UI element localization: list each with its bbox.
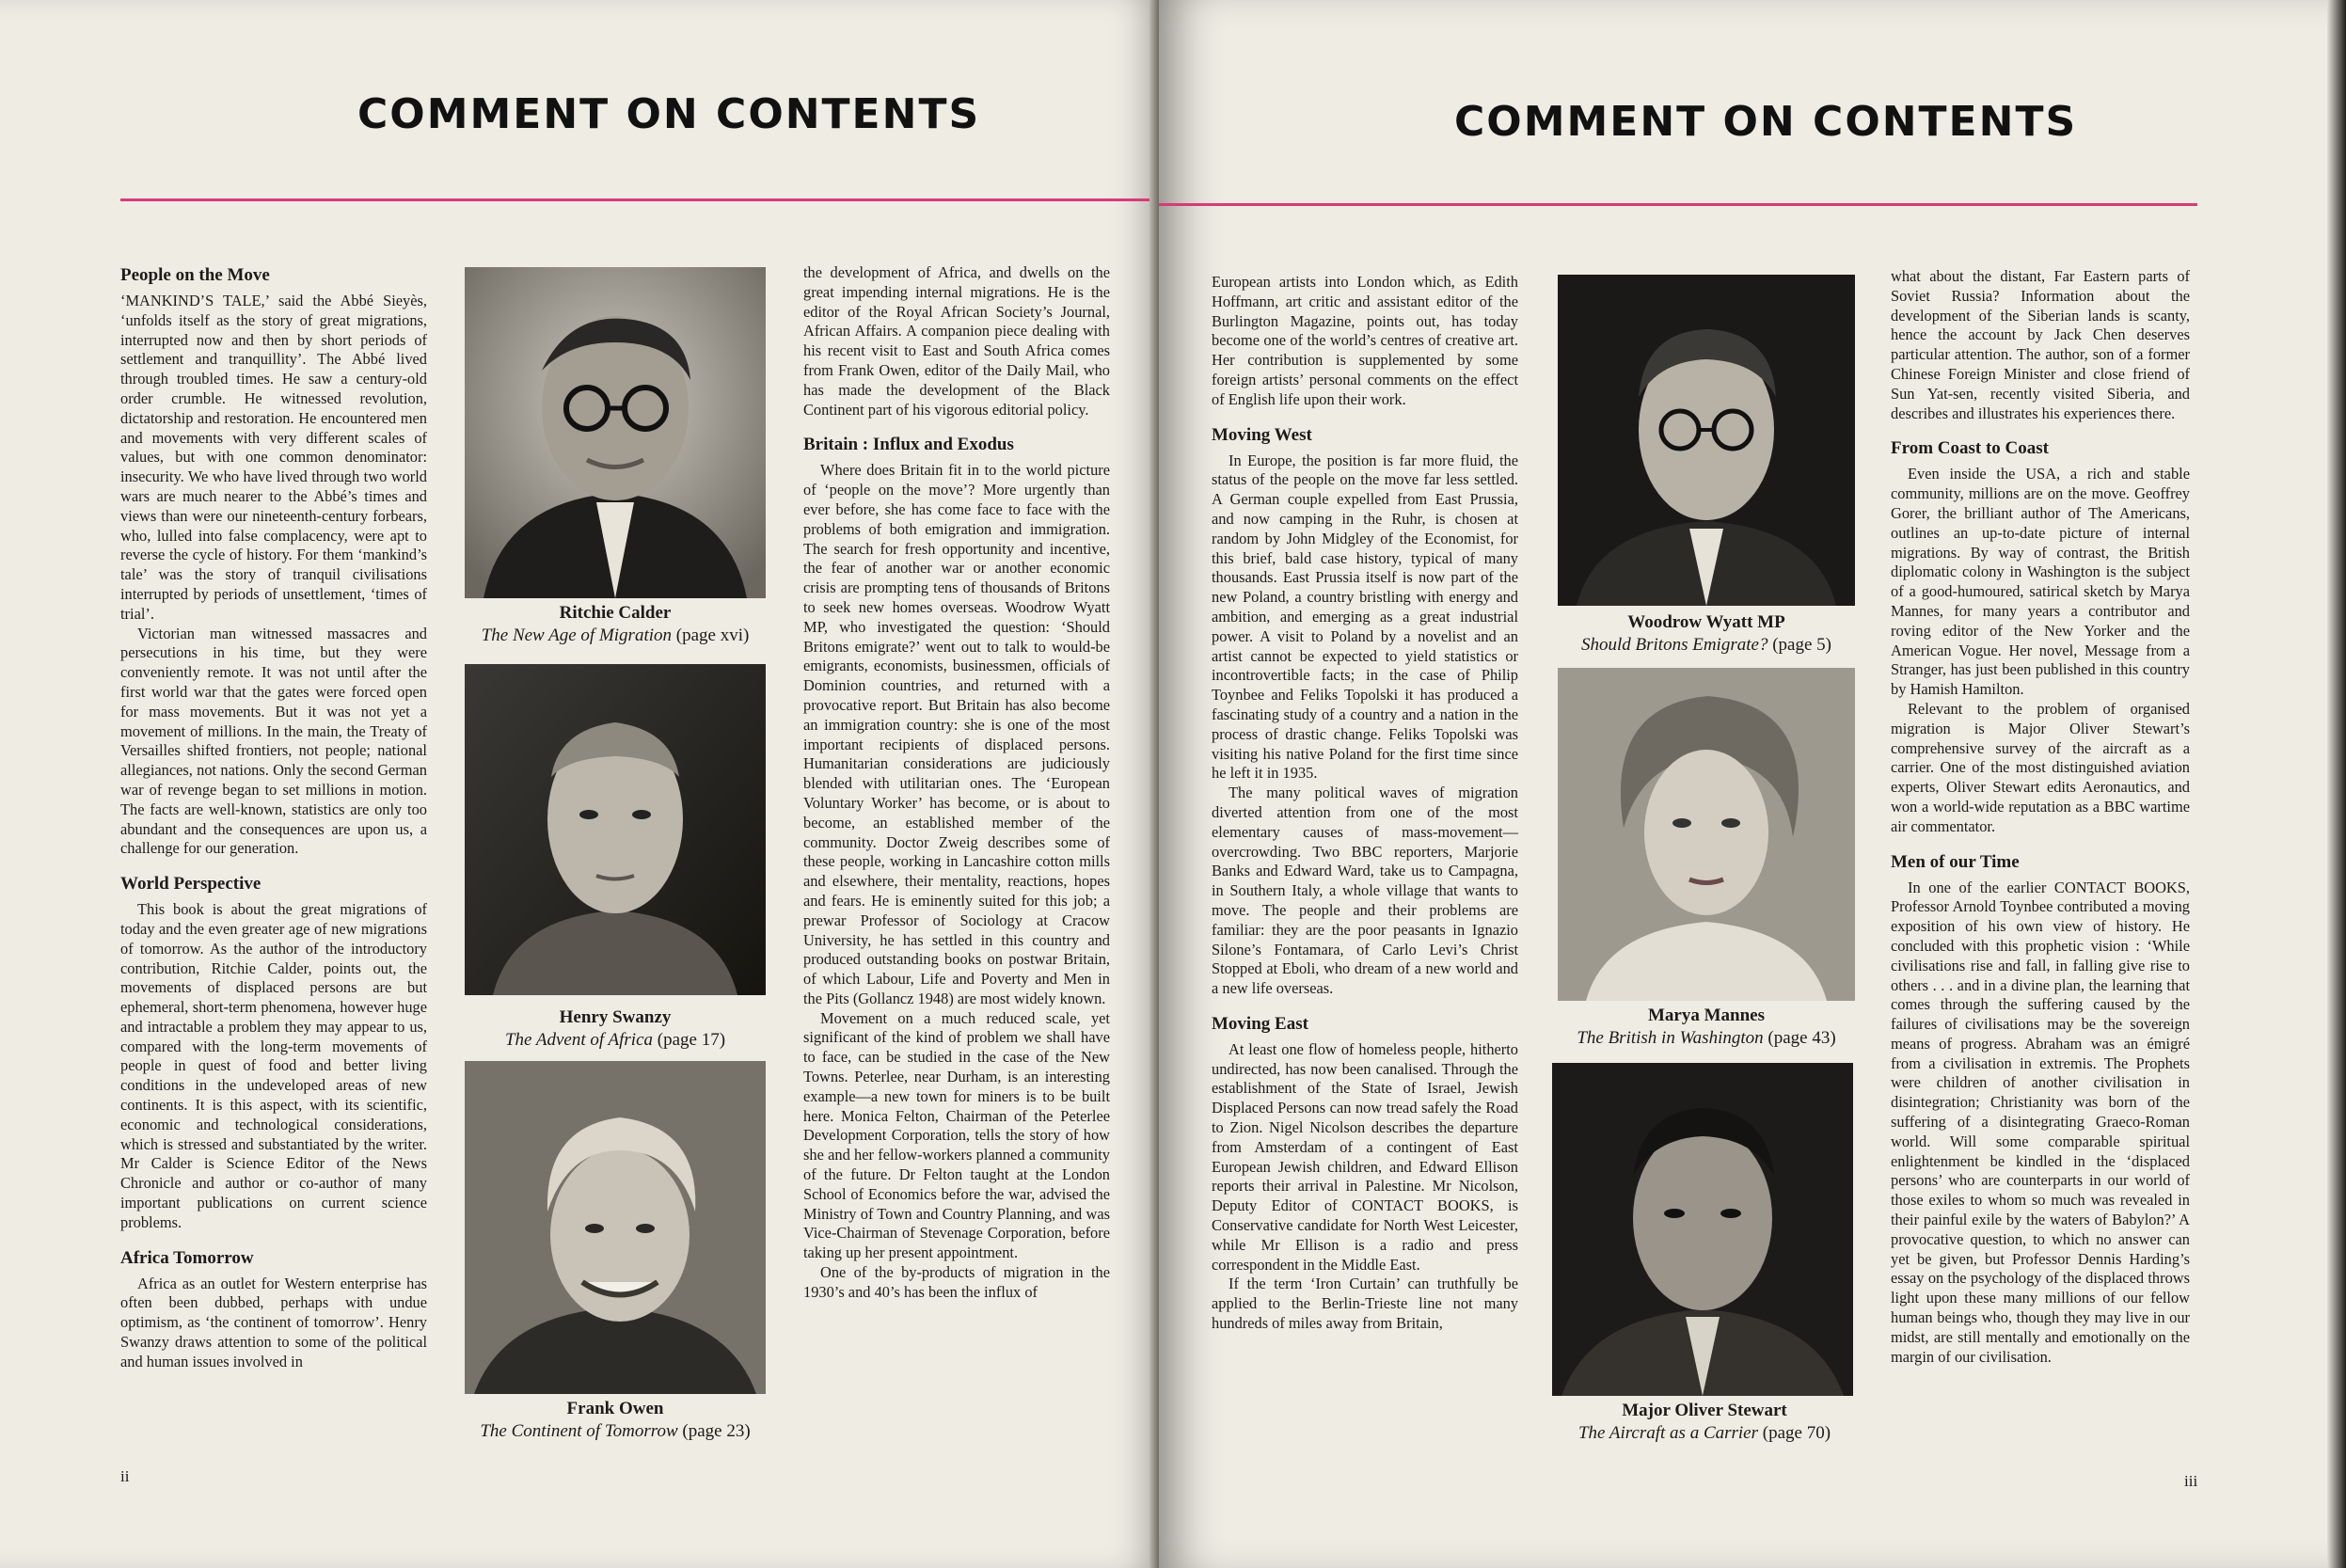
caption-woodrow-wyatt	[1558, 611, 1855, 657]
body-paragraph: One of the by-products of migration in the 1930’s and 40’s has been the influx of	[803, 1263, 1110, 1301]
body-paragraph: In one of the earlier CONTACT BOOKS, Professor Arnold Toynbee contributed a moving exposition of his own view of history. He concluded with this prophetic vision : ‘While civilisations rise and fall, in falling give rise to others . . . and in a divine plan, the learning that comes through the suffering caused by the failures of civilisations may be the sovereign means of progress. Abraham was an émigré from a civilisation in extremis. The Prophets were children of another civilisation in disintegration; Christianity was born of the suffering of a disintegrating Graeco-Roman world. Will some comparable spiritual enlightenment be kindled in the ‘displaced persons’ who are counterparts in our world of those exiles to whom so much was revealed in their painful exile by the waters of Babylon?’ A provocative question, to which no answer can yet be given, but Professor Dennis Harding’s essay on the psychology of the displaced throws light upon these many millions of our fellow human beings who, though they may live in our midst, are still mentally and emotionally on the margin of our civilisation.	[1891, 878, 2190, 1366]
portrait-frank-owen	[465, 1061, 766, 1394]
body-paragraph: This book is about the great migrations of today and the even greater age of new migrations of tomorrow. As the author of the introductory contribution, Ritchie Calder, points out, the movements of displaced persons are but ephemeral, short-term phenomena, however huge and intractable a problem they may appear to us, compared with the long-term movements of people in quest of food and better living conditions in the undeveloped areas of new continents. It is this aspect, with its scientific, economic and technological considerations, which is stressed and substantiated by the writer. Mr Calder is Science Editor of the News Chronicle and author or co-author of many important publications on current science problems.	[120, 900, 427, 1231]
right-page-number: iii	[2184, 1472, 2198, 1490]
portrait-oliver-stewart	[1552, 1063, 1853, 1396]
section-heading: World Perspective	[120, 874, 262, 895]
body-paragraph: In Europe, the position is far more fluid, the status of the people on the move far less settled. A German couple expelled from East Prussia, and now camping in the Ruhr, is chosen at random by John Midgley of the Economist, for this brief, bald case history, typical of many thousands. East Prussia itself is now part of the new Poland, a country bristling with energy and ambition, and emerging as a great industrial power. A visit to Poland by a novelist and an artist cannot be expected to yield statistics or incontrovertible facts; in the case of Philip Toynbee and Feliks Topolski it has produced a fascinating study of a country and a nation in the process of drastic change. Feliks Topolski was visiting his native Poland for the first time since he left it in 1935.	[1212, 451, 1518, 783]
portrait-henry-swanzy	[465, 664, 766, 995]
caption-page: (page 70)	[1762, 1423, 1831, 1443]
section-heading: People on the Move	[120, 265, 270, 285]
left-page-number: ii	[120, 1467, 130, 1485]
caption-ritchie-calder	[465, 602, 766, 647]
section-heading: From Coast to Coast	[1891, 438, 2049, 459]
caption-frank-owen	[465, 1398, 766, 1443]
body-paragraph: Even inside the USA, a rich and stable community, millions are on the move. Geoffrey Gorer, the brilliant author of The Americans, outlines an up-to-date picture of internal migrations. By way of contrast, the British diplomatic colony in Washington is the subject of a good-humoured, satirical sketch by Marya Mannes, for many years a contributor and roving editor of the New Yorker and the American Vogue. Her novel, Message from a Stranger, has just been published in this country by Hamish Hamilton.	[1891, 465, 2190, 699]
body-paragraph: what about the distant, Far Eastern parts of Soviet Russia? Information about the development of the Siberian lands is scanty, hence the account by Jack Chen deserves particular attention. The author, son of a former Chinese Foreign Minister and close friend of Sun Yat-sen, recently visited Siberia, and describes and illustrates his experiences there.	[1891, 267, 2190, 422]
body-paragraph: Africa as an outlet for Western enterprise has often been dubbed, perhaps with undue optimism, as ‘the continent of tomorrow’. Henry Swanzy draws attention to some of the political and human issues involved in	[120, 1274, 427, 1370]
caption-title: The Continent of Tomorrow	[480, 1421, 678, 1441]
section-heading: Men of our Time	[1891, 851, 2020, 872]
section-heading: Moving East	[1212, 1013, 1308, 1034]
caption-title: The British in Washington	[1577, 1028, 1764, 1048]
caption-name: Frank Owen	[566, 1399, 664, 1418]
caption-title: The Aircraft as a Carrier	[1577, 1423, 1759, 1443]
right-page-title: COMMENT ON CONTENTS	[1454, 98, 2078, 146]
caption-name: Woodrow Wyatt MP	[1627, 612, 1785, 632]
caption-oliver-stewart	[1554, 1400, 1855, 1445]
right-column-3	[1891, 267, 2190, 1367]
caption-name: Henry Swanzy	[559, 1007, 672, 1027]
body-paragraph: Where does Britain fit in to the world picture of ‘people on the move’? More urgently than ever before, she has come face to face with the problems of both emigration and immigration. The search for fresh opportunity and incentive, the fear of another war or another economic crisis are prompting tens of thousands of Britons to seek new homes overseas. Woodrow Wyatt MP, who investigated the question: ‘Should Britons emigrate?’ went out to talk to would-be emigrants, economists, businessmen, officials of Dominion countries, and returned with a provocative report. But Britain has also become an immigration country: she is one of the most important recipients of displaced persons. Humanitarian considerations are judiciously blended with utilitarian ones. The ‘European Voluntary Worker’ has become, or is about to become, an established member of the community. Doctor Zweig describes some of these people, working in Lancashire cotton mills and elsewhere, their mentality, reactions, hopes and fears. He is eminently suited for this job; a prewar Professor of Sociology at Cracow University, he has settled in this country and produced outstanding books on postwar Britain, of which Labour, Life and Poverty and Men in the Pits (Gollancz 1948) are most widely known.	[803, 461, 1110, 1007]
right-column-1	[1212, 273, 1518, 1334]
caption-title: Should Britons Emigrate?	[1581, 635, 1768, 655]
caption-henry-swanzy	[465, 1006, 766, 1052]
caption-page: (page 5)	[1772, 635, 1831, 655]
body-paragraph: Victorian man witnessed massacres and persecutions in his time, but they were conveniently remote. It was not until after the first world war that the gates were forced open for mass movements. But it was not yet a movement of millions. In the main, the Treaty of Versailles shifted frontiers, not people; national allegiances, not nations. Only the second German war of revenge began to set millions in motion. The facts are well-known, statistics are only too abundant and the consequences are upon us, a challenge for our generation.	[120, 624, 427, 858]
caption-name: Major Oliver Stewart	[1622, 1401, 1787, 1420]
portrait-ritchie-calder	[465, 267, 766, 598]
portrait-marya-mannes	[1558, 668, 1855, 1001]
body-paragraph: If the term ‘Iron Curtain’ can truthfully be applied to the Berlin-Trieste line not many hundreds of miles away from Britain,	[1212, 1275, 1518, 1333]
caption-page: (page 17)	[657, 1030, 726, 1050]
left-title-rule	[120, 198, 1149, 201]
body-paragraph: The many political waves of migration diverted attention from one of the most elementary causes of mass-movement—overcrowding. Two BBC reporters, Marjorie Banks and Edward Ward, take us to Campagna, in Southern Italy, a whole village that wants to move. The people and their problems are familiar: they are the poor peasants in Ignazio Silone’s Fontamara, of Carlo Levi’s Christ Stopped at Eboli, who dream of a new world and a new life overseas.	[1212, 784, 1518, 998]
caption-marya-mannes	[1558, 1005, 1855, 1050]
caption-name: Ritchie Calder	[559, 603, 672, 623]
body-paragraph: the development of Africa, and dwells on the great impending internal migrations. He is the editor of the Royal African Society’s Journal, African Affairs. A companion piece dealing with his recent visit to East and South Africa comes from Frank Owen, editor of the Daily Mail, who has made the development of the Black Continent part of his vigorous editorial policy.	[803, 263, 1110, 419]
caption-page: (page xvi)	[675, 626, 750, 645]
section-heading: Moving West	[1212, 424, 1312, 445]
body-paragraph: ‘MANKIND’S TALE,’ said the Abbé Sieyès, ‘unfolds itself as the story of great migrations, interrupted now and then by short periods of settlement and tranquillity’. The Abbé lived through troubled times. He saw a century-old order crumble. He witnessed revolution, dictatorship and restoration. He encountered men and movements with very different scales of values, but with one common denominator: insecurity. We who have lived through two world wars are much nearer to the Abbé’s times and views than were our nineteenth-century forbears, who, lulled into false complacency, were apt to reverse the cycle of history. For them ‘mankind’s tale’ was the story of tranquil civilisations interrupted by periods of unsettlement, ‘times of trial’.	[120, 292, 427, 623]
caption-name: Marya Mannes	[1647, 1006, 1765, 1025]
right-page	[1159, 0, 2346, 1568]
body-paragraph: European artists into London which, as Edith Hoffmann, art critic and assistant editor of the Burlington Magazine, points out, has today become one of the world’s centres of creative art. Her contribution is supplemented by some foreign artists’ personal comments on the effect of English life upon their work.	[1212, 273, 1518, 408]
page-edge-shadow	[2327, 0, 2346, 1568]
body-paragraph: At least one flow of homeless people, hitherto undirected, has now been canalised. Through the establishment of the State of Israel, Jewish Displaced Persons can now tread safely the Road to Zion. Nigel Nicolson describes the departure from Amsterdam of a contingent of East European Jewish children, and Edward Ellison reports their arrival in Palestine. Mr Nicolson, Deputy Editor of CONTACT BOOKS, is Conservative candidate for North West Leicester, while Mr Ellison is a radio and press correspondent in the Middle East.	[1212, 1039, 1518, 1274]
portrait-woodrow-wyatt	[1558, 275, 1855, 606]
section-heading: Africa Tomorrow	[120, 1247, 254, 1268]
caption-page: (page 23)	[682, 1421, 751, 1441]
section-heading: Britain : Influx and Exodus	[803, 435, 1014, 455]
body-paragraph: Relevant to the problem of organised migration is Major Oliver Stewart’s comprehensive survey of the aircraft as a carrier. One of the most distinguished aviation experts, Oliver Stewart edits Aeronautics, and won a world-wide reputation as a BBC wartime air commentator.	[1891, 699, 2190, 835]
left-page	[0, 0, 1159, 1568]
caption-title: The New Age of Migration	[481, 626, 672, 645]
left-column-1	[120, 265, 427, 1372]
left-page-title: COMMENT ON CONTENTS	[357, 90, 981, 138]
caption-page: (page 43)	[1767, 1028, 1836, 1048]
left-column-3	[803, 263, 1110, 1303]
body-paragraph: Movement on a much reduced scale, yet significant of the kind of problem we shall have to face, can be studied in the case of the New Towns. Peterlee, near Durham, is an interesting example—a new town for miners is to be built here. Monica Felton, Chairman of the Peterlee Development Corporation, tells the story of how she and her fellow-workers planned a community of the future. Dr Felton taught at the London School of Economics before the war, advised the Ministry of Town and Country Planning, and was Vice-Chairman of Stevenage Corporation, before taking up her present appointment.	[803, 1008, 1110, 1262]
caption-title: The Advent of Africa	[504, 1030, 654, 1050]
right-title-rule	[1159, 203, 2197, 206]
